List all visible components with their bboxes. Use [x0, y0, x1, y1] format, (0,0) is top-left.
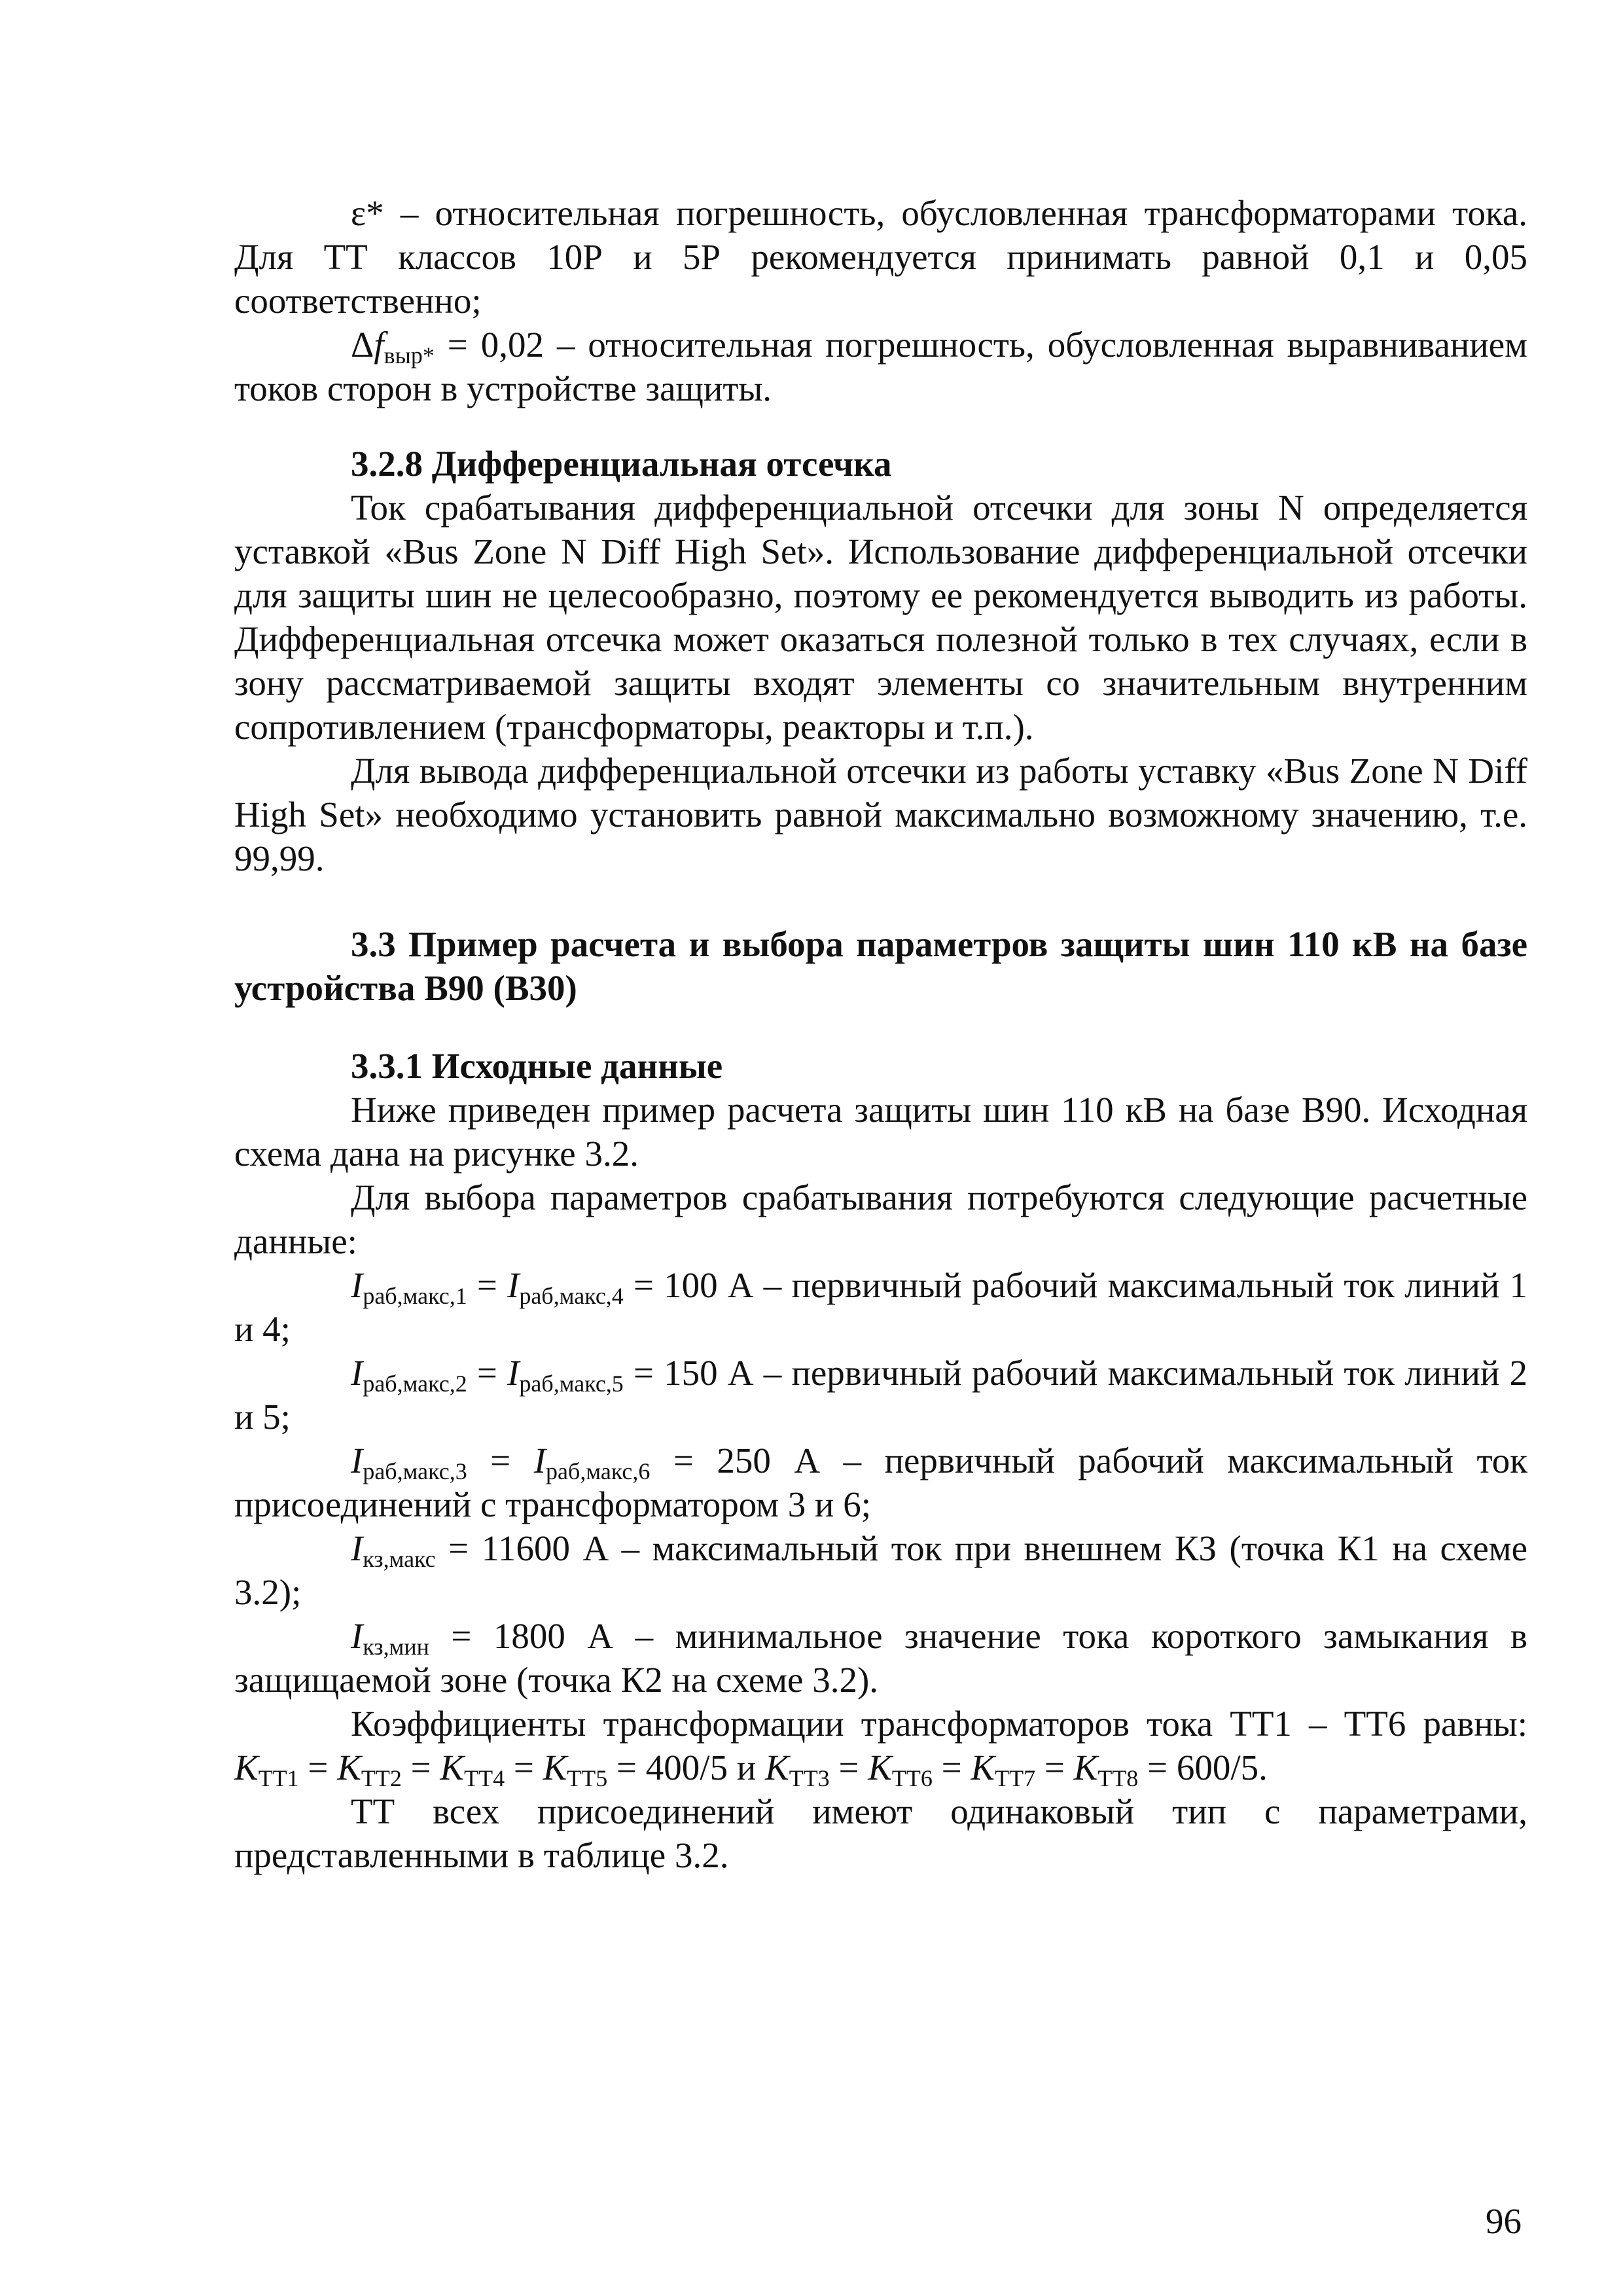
ratio-subscript: ТТ7 — [995, 1765, 1036, 1791]
equals: = — [1035, 1748, 1074, 1787]
section-3-3-1-paragraph-2: Для выбора параметров срабатывания потребуются следующие расчетные данные: — [234, 1177, 1527, 1261]
short-circuit-max — [234, 1526, 1527, 1614]
current-symbol: I — [507, 1353, 520, 1393]
epsilon-symbol: ε* — [351, 193, 384, 233]
ratio-symbol: K — [234, 1748, 259, 1787]
current-subscript: раб,макс,5 — [519, 1371, 624, 1397]
section-3-2-8-paragraph-2: Для вывода дифференциальной отсечки из работы уставку «Bus Zone N Diff High Set» необходимо установить равной максимально возможному значению, т.е. 99,99. — [234, 751, 1527, 878]
current-line-1-4 — [234, 1263, 1527, 1351]
ratio-subscript: ТТ4 — [464, 1765, 505, 1791]
ratio-subscript: ТТ5 — [567, 1765, 608, 1791]
current-subscript: кз,мин — [363, 1634, 429, 1660]
equals: = — [467, 1353, 508, 1393]
f-symbol: f — [374, 325, 384, 365]
equals: = — [401, 1748, 440, 1787]
current-description: = 100 А – первичный рабочий максимальный ток линий 1 и 4; — [234, 1265, 1527, 1349]
current-subscript: раб,макс,4 — [519, 1283, 624, 1309]
ratio-subscript: ТТ6 — [891, 1765, 933, 1791]
section-3-2-8-title: 3.2.8 Дифференциальная отсечка — [351, 444, 892, 484]
section-3-3-1-last-paragraph: ТТ всех присоединений имеют одинаковый тип с параметрами, представленными в таблице 3.2. — [234, 1791, 1527, 1875]
delta-f-text: = 0,02 – относительная погрешность, обусловленная выравниванием токов сторон в устройстве защиты. — [234, 325, 1527, 408]
equals: = — [467, 1265, 508, 1305]
epsilon-text: – относительная погрешность, обусловленная трансформаторами тока. Для ТТ классов 10Р и 5Р рекомендуется принимать равной 0,1 и 0,05 соответственно; — [234, 193, 1527, 321]
equals: = — [505, 1748, 543, 1787]
page-number: 96 — [1486, 2201, 1522, 2241]
section-3-3-1-paragraph-1: Ниже приведен пример расчета защиты шин 110 кВ на базе B90. Исходная схема дана на рисунке 3.2. — [234, 1090, 1527, 1174]
ratio-value: = 600/5. — [1138, 1748, 1268, 1787]
document-page — [234, 191, 1527, 1877]
current-line-2-5 — [234, 1351, 1527, 1439]
current-subscript: раб,макс,3 — [363, 1458, 467, 1484]
equals: = — [932, 1748, 971, 1787]
transformation-ratios — [234, 1702, 1527, 1789]
delta-f-definition — [234, 323, 1527, 410]
current-symbol: I — [351, 1265, 363, 1305]
current-description: = 150 А – первичный рабочий максимальный ток линий 2 и 5; — [234, 1353, 1527, 1437]
section-3-3-title: 3.3 Пример расчета и выбора параметров защиты шин 110 кВ на базе устройства B90 (B30) — [234, 924, 1527, 1008]
equals: = — [467, 1441, 534, 1480]
delta-symbol: Δ — [351, 325, 374, 365]
ratio-symbol: K — [971, 1748, 995, 1787]
current-symbol: I — [351, 1528, 363, 1568]
ratio-symbol: K — [440, 1748, 465, 1787]
equals: = — [298, 1748, 338, 1787]
current-symbol: I — [351, 1353, 363, 1393]
current-description: = 250 А – первичный рабочий максимальный ток присоединений с трансформатором 3 и 6; — [234, 1441, 1527, 1524]
current-symbol: I — [351, 1616, 363, 1656]
f-subscript: выр* — [383, 342, 435, 368]
epsilon-definition — [234, 191, 1527, 323]
current-subscript: раб,макс,2 — [363, 1371, 467, 1397]
current-subscript: кз,макс — [363, 1546, 436, 1572]
ratio-symbol: K — [868, 1748, 892, 1787]
equals: = — [829, 1748, 868, 1787]
current-symbol: I — [351, 1441, 363, 1480]
short-circuit-min-text: = 1800 А – минимальное значение тока короткого замыкания в защищаемой зоне (точка К2 на схеме 3.2). — [234, 1616, 1527, 1700]
current-symbol: I — [533, 1441, 546, 1480]
ratio-subscript: ТТ2 — [361, 1765, 402, 1791]
ratios-intro: Коэффициенты трансформации трансформаторов тока ТТ1 – ТТ6 равны: — [351, 1704, 1527, 1744]
short-circuit-max-text: = 11600 А – максимальный ток при внешнем КЗ (точка К1 на схеме 3.2); — [234, 1528, 1527, 1612]
ratio-symbol: K — [543, 1748, 567, 1787]
short-circuit-min — [234, 1614, 1527, 1702]
section-3-2-8-paragraph-1: Ток срабатывания дифференциальной отсечки для зоны N определяется уставкой «Bus Zone N Diff High Set». Использование дифференциальной отсечки для защиты шин не целесообразно, поэтому ее рекомендуется выводить из работы. Дифференциальная отсечка может оказаться полезной только в тех случаях, если в зону рассматриваемой защиты входят элементы со значительным внутренним сопротивлением (трансформаторы, реакторы и т.п.). — [234, 488, 1527, 747]
ratio-symbol: K — [765, 1748, 789, 1787]
section-3-3-1-title: 3.3.1 Исходные данные — [351, 1046, 723, 1086]
current-subscript: раб,макс,6 — [546, 1458, 651, 1484]
ratio-value: = 400/5 и — [607, 1748, 766, 1787]
ratio-symbol: K — [1073, 1748, 1098, 1787]
ratio-subscript: ТТ1 — [258, 1765, 299, 1791]
current-subscript: раб,макс,1 — [363, 1283, 467, 1309]
current-transformer-3-6 — [234, 1439, 1527, 1526]
current-symbol: I — [507, 1265, 520, 1305]
ratio-symbol: K — [337, 1748, 361, 1787]
ratio-subscript: ТТ8 — [1097, 1765, 1139, 1791]
ratio-subscript: ТТ3 — [789, 1765, 830, 1791]
